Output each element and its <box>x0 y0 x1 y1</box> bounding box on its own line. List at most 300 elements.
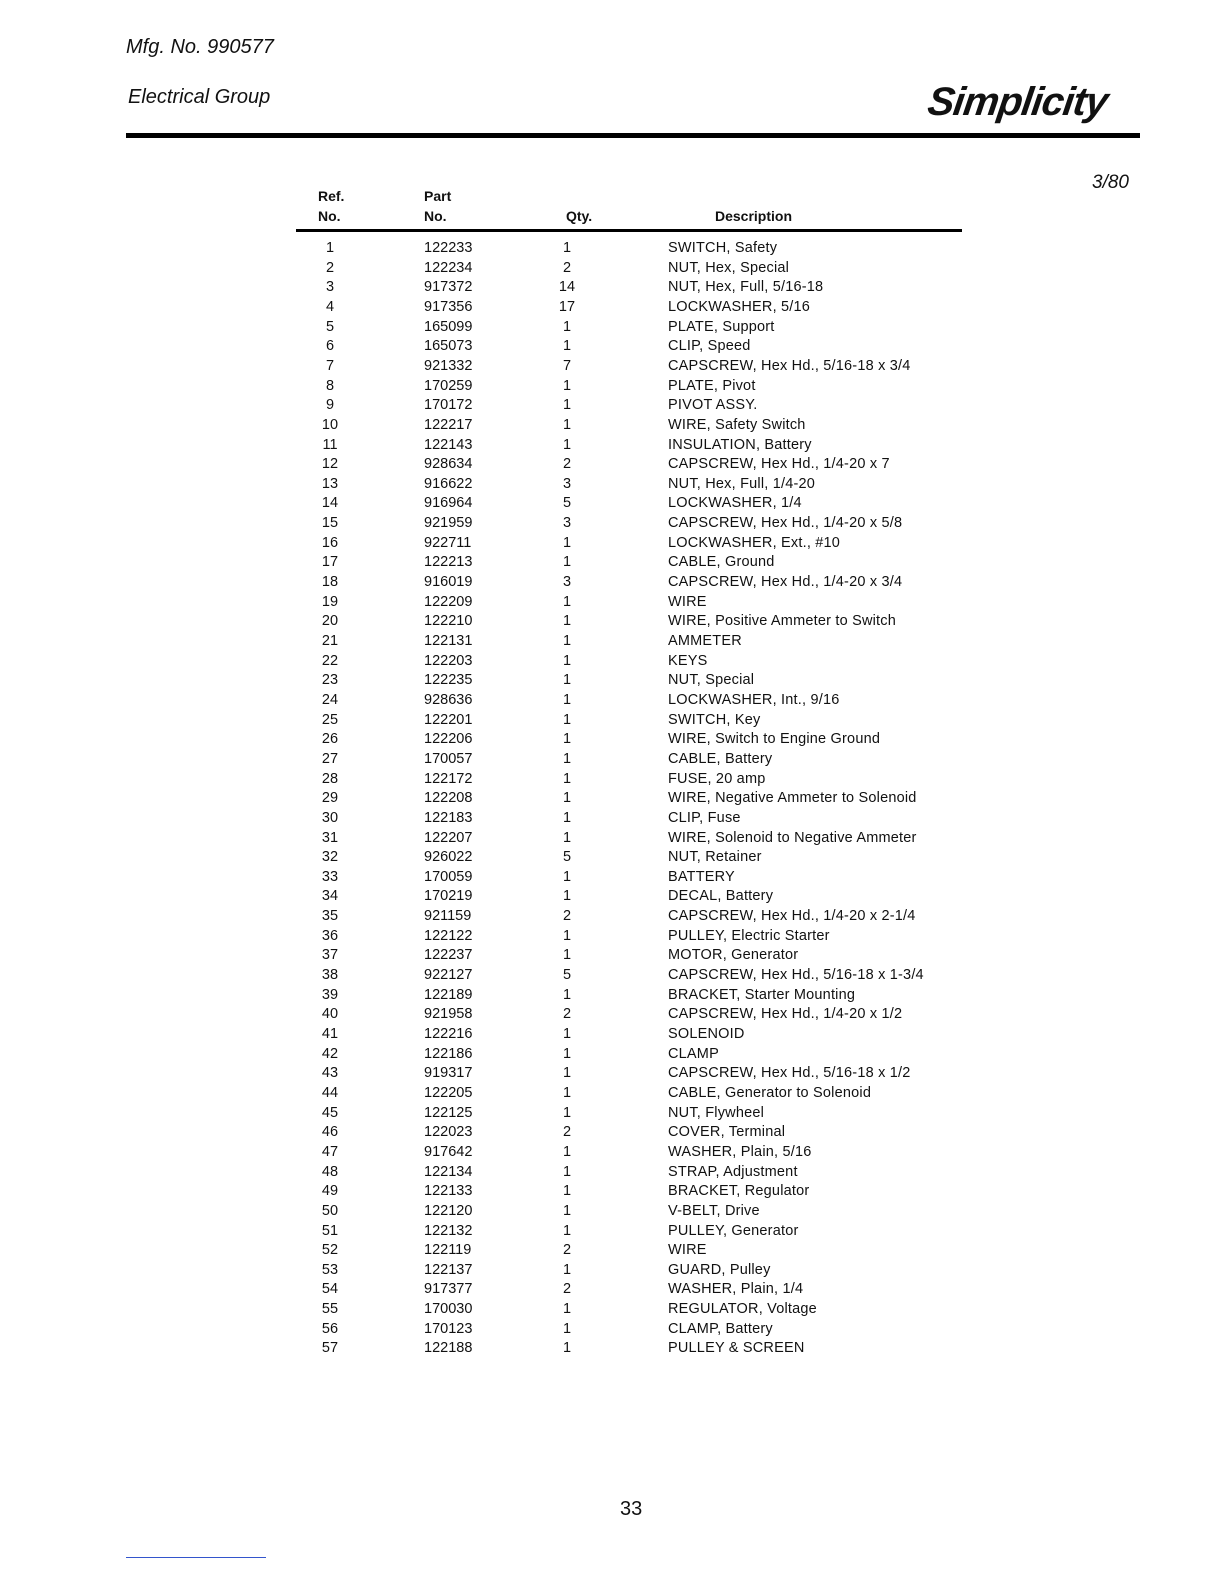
table-row <box>0 869 1224 889</box>
description: WIRE, Positive Ammeter to Switch <box>668 613 896 630</box>
description: CLIP, Speed <box>668 338 751 355</box>
table-row <box>0 1164 1224 1184</box>
table-row <box>0 751 1224 771</box>
table-row <box>0 908 1224 928</box>
ref-no: 44 <box>321 1084 339 1101</box>
table-row <box>0 574 1224 594</box>
part-no: 122235 <box>424 672 473 689</box>
ref-no: 17 <box>321 554 339 571</box>
ref-no: 42 <box>321 1045 339 1062</box>
quantity: 1 <box>562 397 572 414</box>
part-no: 917356 <box>424 298 473 315</box>
ref-no: 41 <box>321 1026 339 1042</box>
description: NUT, Special <box>668 672 755 689</box>
ref-no: 43 <box>321 1065 339 1082</box>
quantity: 1 <box>562 1084 572 1101</box>
table-row <box>0 1046 1224 1066</box>
quantity: 1 <box>562 593 572 610</box>
header-divider <box>126 133 1140 138</box>
quantity: 1 <box>562 790 572 807</box>
group-title: Electrical Group <box>128 86 271 108</box>
description: KEYS <box>668 652 708 669</box>
part-no: 122234 <box>424 259 473 276</box>
ref-no: 11 <box>322 436 338 453</box>
part-no: 921332 <box>424 357 473 374</box>
table-row <box>0 1085 1224 1105</box>
table-row <box>0 1105 1224 1125</box>
table-row <box>0 260 1224 280</box>
description: LOCKWASHER, 1/4 <box>668 495 802 512</box>
table-row <box>0 1144 1224 1164</box>
ref-no: 37 <box>321 947 339 964</box>
table-row <box>0 1065 1224 1085</box>
quantity: 2 <box>562 259 572 276</box>
table-row <box>0 790 1224 810</box>
mfg-number: Mfg. No. 990577 <box>126 36 274 58</box>
description: BRACKET, Starter Mounting <box>668 986 856 1003</box>
ref-no: 12 <box>321 456 339 473</box>
part-no: 122132 <box>424 1222 473 1239</box>
part-no: 122120 <box>424 1202 473 1219</box>
ref-no: 24 <box>321 691 339 708</box>
ref-no: 38 <box>321 967 339 984</box>
table-row <box>0 299 1224 319</box>
table-row <box>0 1340 1224 1360</box>
part-no: 170030 <box>424 1301 473 1318</box>
ref-no: 20 <box>321 613 339 630</box>
part-no: 917372 <box>424 279 473 296</box>
table-header-divider <box>296 229 962 232</box>
part-no: 122188 <box>424 1340 473 1357</box>
quantity: 1 <box>562 633 572 649</box>
ref-no: 40 <box>321 1006 339 1023</box>
table-row <box>0 967 1224 987</box>
table-row <box>0 672 1224 692</box>
quantity: 1 <box>562 534 572 551</box>
description: CLAMP <box>668 1045 719 1062</box>
table-row <box>0 1281 1224 1301</box>
quantity: 1 <box>562 868 572 885</box>
quantity: 1 <box>562 416 572 433</box>
quantity: 1 <box>562 318 572 335</box>
quantity: 2 <box>562 456 572 473</box>
part-no: 122143 <box>424 436 473 453</box>
part-no: 170172 <box>424 397 473 414</box>
description: CAPSCREW, Hex Hd., 5/16-18 x 1-3/4 <box>668 967 924 984</box>
part-no: 916019 <box>424 574 473 591</box>
part-no: 122217 <box>424 416 473 433</box>
table-row <box>0 1026 1224 1046</box>
quantity: 1 <box>562 770 572 787</box>
ref-no: 52 <box>321 1242 339 1259</box>
description: WASHER, Plain, 1/4 <box>668 1281 804 1298</box>
col-header-part-line2: No. <box>424 208 447 224</box>
quantity: 1 <box>562 1143 572 1160</box>
quantity: 1 <box>562 240 572 256</box>
description: CLIP, Fuse <box>668 809 741 826</box>
part-no: 916622 <box>424 475 473 492</box>
part-no: 170259 <box>424 377 473 394</box>
ref-no: 46 <box>321 1124 339 1141</box>
quantity: 1 <box>562 613 572 630</box>
description: SWITCH, Key <box>668 711 761 728</box>
col-header-description: Description <box>715 208 793 224</box>
col-header-ref-line2: No. <box>318 208 341 224</box>
quantity: 1 <box>562 1340 572 1357</box>
description: INSULATION, Battery <box>668 436 812 453</box>
table-row <box>0 1301 1224 1321</box>
table-row <box>0 653 1224 673</box>
part-no: 921159 <box>424 908 472 925</box>
ref-no: 56 <box>321 1320 339 1337</box>
ref-no: 8 <box>325 377 335 394</box>
part-no: 122134 <box>424 1163 473 1180</box>
quantity: 1 <box>562 1261 572 1278</box>
description: MOTOR, Generator <box>668 947 799 964</box>
description: NUT, Hex, Full, 5/16-18 <box>668 279 824 296</box>
ref-no: 6 <box>325 338 335 355</box>
part-no: 122023 <box>424 1124 473 1141</box>
ref-no: 35 <box>321 908 339 925</box>
description: V-BELT, Drive <box>668 1202 760 1219</box>
quantity: 1 <box>562 554 572 571</box>
ref-no: 10 <box>321 416 339 433</box>
ref-no: 13 <box>321 475 339 492</box>
description: CAPSCREW, Hex Hd., 1/4-20 x 1/2 <box>668 1006 903 1023</box>
quantity: 17 <box>558 298 576 315</box>
part-no: 928636 <box>424 691 473 708</box>
ref-no: 48 <box>321 1163 339 1180</box>
part-no: 170057 <box>424 750 473 767</box>
quantity: 1 <box>562 1045 572 1062</box>
ref-no: 50 <box>321 1202 339 1219</box>
footer-line <box>126 1557 266 1558</box>
description: CAPSCREW, Hex Hd., 1/4-20 x 2-1/4 <box>668 908 916 925</box>
quantity: 14 <box>558 279 576 296</box>
table-row <box>0 928 1224 948</box>
description: WIRE, Safety Switch <box>668 416 806 433</box>
ref-no: 57 <box>321 1340 339 1357</box>
description: CAPSCREW, Hex Hd., 5/16-18 x 1/2 <box>668 1065 911 1082</box>
description: CLAMP, Battery <box>668 1320 773 1337</box>
part-no: 921959 <box>424 515 473 532</box>
part-no: 122186 <box>424 1045 473 1062</box>
table-row <box>0 476 1224 496</box>
ref-no: 54 <box>321 1281 339 1298</box>
description: REGULATOR, Voltage <box>668 1301 817 1318</box>
description: STRAP, Adjustment <box>668 1163 798 1180</box>
quantity: 1 <box>562 652 572 669</box>
table-row <box>0 731 1224 751</box>
description: CAPSCREW, Hex Hd., 5/16-18 x 3/4 <box>668 357 911 374</box>
part-no: 122125 <box>424 1104 473 1121</box>
quantity: 5 <box>562 849 572 866</box>
table-row <box>0 810 1224 830</box>
part-no: 122207 <box>424 829 473 846</box>
part-no: 928634 <box>424 456 473 473</box>
ref-no: 39 <box>321 986 339 1003</box>
part-no: 122209 <box>424 593 473 610</box>
quantity: 1 <box>562 809 572 826</box>
part-no: 122206 <box>424 731 473 748</box>
part-no: 122203 <box>424 652 473 669</box>
quantity: 1 <box>562 1202 572 1219</box>
part-no: 122213 <box>424 554 473 571</box>
description: PULLEY, Electric Starter <box>668 927 830 944</box>
quantity: 1 <box>562 1104 572 1121</box>
quantity: 1 <box>562 986 572 1003</box>
description: CAPSCREW, Hex Hd., 1/4-20 x 5/8 <box>668 515 903 532</box>
description: CABLE, Battery <box>668 750 773 767</box>
ref-no: 45 <box>321 1104 339 1121</box>
ref-no: 25 <box>321 711 339 728</box>
ref-no: 53 <box>321 1261 339 1278</box>
part-no: 917642 <box>424 1143 473 1160</box>
description: SWITCH, Safety <box>668 240 778 256</box>
quantity: 1 <box>562 672 572 689</box>
ref-no: 34 <box>321 888 339 905</box>
quantity: 2 <box>562 1242 572 1259</box>
table-row <box>0 535 1224 555</box>
col-header-qty: Qty. <box>566 208 593 224</box>
quantity: 1 <box>562 731 572 748</box>
table-row <box>0 771 1224 791</box>
ref-no: 26 <box>321 731 339 748</box>
description: LOCKWASHER, Ext., #10 <box>668 534 841 551</box>
ref-no: 29 <box>321 790 339 807</box>
quantity: 2 <box>562 1281 572 1298</box>
description: CAPSCREW, Hex Hd., 1/4-20 x 7 <box>668 456 890 473</box>
part-no: 170059 <box>424 868 473 885</box>
ref-no: 47 <box>321 1143 339 1160</box>
quantity: 1 <box>562 1026 572 1042</box>
description: PULLEY, Generator <box>668 1222 799 1239</box>
ref-no: 4 <box>325 298 335 315</box>
description: NUT, Hex, Full, 1/4-20 <box>668 475 816 492</box>
part-no: 122201 <box>424 711 473 728</box>
quantity: 1 <box>562 927 572 944</box>
table-row <box>0 554 1224 574</box>
table-row <box>0 1262 1224 1282</box>
description: WIRE, Solenoid to Negative Ammeter <box>668 829 917 846</box>
description: CABLE, Ground <box>668 554 775 571</box>
description: DECAL, Battery <box>668 888 774 905</box>
quantity: 1 <box>562 1320 572 1337</box>
part-no: 122216 <box>424 1026 473 1042</box>
part-no: 122210 <box>424 613 473 630</box>
table-row <box>0 378 1224 398</box>
ref-no: 27 <box>321 750 339 767</box>
table-row <box>0 437 1224 457</box>
ref-no: 51 <box>321 1222 339 1239</box>
revision-date: 3/80 <box>1092 172 1129 193</box>
quantity: 1 <box>562 691 572 708</box>
description: WIRE <box>668 1242 707 1259</box>
description: CAPSCREW, Hex Hd., 1/4-20 x 3/4 <box>668 574 903 591</box>
table-row <box>0 1006 1224 1026</box>
ref-no: 36 <box>321 927 339 944</box>
ref-no: 7 <box>325 357 335 374</box>
part-no: 122205 <box>424 1084 473 1101</box>
table-row <box>0 495 1224 515</box>
part-no: 165099 <box>424 318 473 335</box>
quantity: 3 <box>562 515 572 532</box>
table-row <box>0 830 1224 850</box>
table-row <box>0 987 1224 1007</box>
ref-no: 9 <box>325 397 335 414</box>
part-no: 922711 <box>424 534 472 551</box>
description: NUT, Retainer <box>668 849 762 866</box>
part-no: 917377 <box>424 1281 473 1298</box>
quantity: 1 <box>562 888 572 905</box>
part-no: 919317 <box>424 1065 473 1082</box>
part-no: 921958 <box>424 1006 473 1023</box>
table-row <box>0 692 1224 712</box>
description: PULLEY & SCREEN <box>668 1340 805 1357</box>
table-row <box>0 397 1224 417</box>
part-no: 122237 <box>424 947 473 964</box>
description: LOCKWASHER, Int., 9/16 <box>668 691 840 708</box>
table-row <box>0 1242 1224 1262</box>
part-no: 170219 <box>424 888 473 905</box>
description: PLATE, Pivot <box>668 377 756 394</box>
description: BATTERY <box>668 868 735 885</box>
table-row <box>0 319 1224 339</box>
brand-logo: Simplicity <box>924 80 1111 124</box>
table-row <box>0 279 1224 299</box>
table-row <box>0 947 1224 967</box>
part-no: 122189 <box>424 986 473 1003</box>
part-no: 122183 <box>424 809 473 826</box>
table-row <box>0 849 1224 869</box>
quantity: 2 <box>562 1006 572 1023</box>
table-row <box>0 712 1224 732</box>
part-no: 122122 <box>424 927 473 944</box>
description: WIRE, Switch to Engine Ground <box>668 731 881 748</box>
ref-no: 28 <box>321 770 339 787</box>
table-row <box>0 1124 1224 1144</box>
description: PIVOT ASSY. <box>668 397 758 414</box>
ref-no: 18 <box>321 574 339 591</box>
ref-no: 5 <box>325 318 335 335</box>
part-no: 122119 <box>424 1242 472 1259</box>
page-number: 33 <box>620 1498 643 1520</box>
description: LOCKWASHER, 5/16 <box>668 298 811 315</box>
part-no: 122233 <box>424 240 473 256</box>
quantity: 1 <box>562 711 572 728</box>
part-no: 122131 <box>424 633 473 649</box>
quantity: 2 <box>562 1124 572 1141</box>
description: GUARD, Pulley <box>668 1261 771 1278</box>
quantity: 5 <box>562 967 572 984</box>
quantity: 1 <box>562 1222 572 1239</box>
col-header-ref <box>318 186 344 226</box>
description: NUT, Hex, Special <box>668 259 790 276</box>
ref-no: 15 <box>321 515 339 532</box>
ref-no: 31 <box>321 829 339 846</box>
ref-no: 23 <box>321 672 339 689</box>
description: SOLENOID <box>668 1026 745 1042</box>
quantity: 1 <box>562 338 572 355</box>
part-no: 922127 <box>424 967 473 984</box>
quantity: 1 <box>562 1301 572 1318</box>
quantity: 1 <box>562 1163 572 1180</box>
quantity: 1 <box>562 1183 572 1200</box>
description: FUSE, 20 amp <box>668 770 766 787</box>
description: WIRE, Negative Ammeter to Solenoid <box>668 790 917 807</box>
quantity: 2 <box>562 908 572 925</box>
ref-no: 19 <box>321 593 339 610</box>
quantity: 1 <box>562 1065 572 1082</box>
ref-no: 1 <box>325 240 335 256</box>
table-row <box>0 338 1224 358</box>
table-row <box>0 613 1224 633</box>
part-no: 165073 <box>424 338 473 355</box>
table-row <box>0 456 1224 476</box>
ref-no: 14 <box>321 495 339 512</box>
quantity: 7 <box>562 357 572 374</box>
col-header-part-line1: Part <box>424 188 452 204</box>
part-no: 916964 <box>424 495 473 512</box>
col-header-ref-line1: Ref. <box>318 188 345 204</box>
table-row <box>0 515 1224 535</box>
description: WASHER, Plain, 5/16 <box>668 1143 812 1160</box>
part-no: 122133 <box>424 1183 473 1200</box>
ref-no: 16 <box>321 534 339 551</box>
part-no: 122172 <box>424 770 473 787</box>
quantity: 5 <box>562 495 572 512</box>
ref-no: 2 <box>325 259 335 276</box>
table-row <box>0 1321 1224 1341</box>
ref-no: 21 <box>321 633 339 649</box>
table-row <box>0 1183 1224 1203</box>
quantity: 3 <box>562 574 572 591</box>
ref-no: 49 <box>321 1183 339 1200</box>
ref-no: 32 <box>321 849 339 866</box>
col-header-part <box>424 186 451 226</box>
part-no: 122137 <box>424 1261 473 1278</box>
ref-no: 30 <box>321 809 339 826</box>
table-row <box>0 358 1224 378</box>
part-no: 122208 <box>424 790 473 807</box>
part-no: 170123 <box>424 1320 473 1337</box>
ref-no: 33 <box>321 868 339 885</box>
table-row <box>0 633 1224 653</box>
table-row <box>0 240 1224 260</box>
description: AMMETER <box>668 633 742 649</box>
table-row <box>0 417 1224 437</box>
description: COVER, Terminal <box>668 1124 786 1141</box>
table-row <box>0 1223 1224 1243</box>
ref-no: 22 <box>321 652 339 669</box>
description: CABLE, Generator to Solenoid <box>668 1084 872 1101</box>
description: NUT, Flywheel <box>668 1104 765 1121</box>
table-row <box>0 888 1224 908</box>
description: PLATE, Support <box>668 318 775 335</box>
description: WIRE <box>668 593 707 610</box>
quantity: 1 <box>562 377 572 394</box>
quantity: 1 <box>562 436 572 453</box>
quantity: 1 <box>562 750 572 767</box>
ref-no: 3 <box>325 279 335 296</box>
quantity: 1 <box>562 947 572 964</box>
description: BRACKET, Regulator <box>668 1183 810 1200</box>
table-row <box>0 594 1224 614</box>
quantity: 1 <box>562 829 572 846</box>
ref-no: 55 <box>321 1301 339 1318</box>
table-row <box>0 1203 1224 1223</box>
quantity: 3 <box>562 475 572 492</box>
